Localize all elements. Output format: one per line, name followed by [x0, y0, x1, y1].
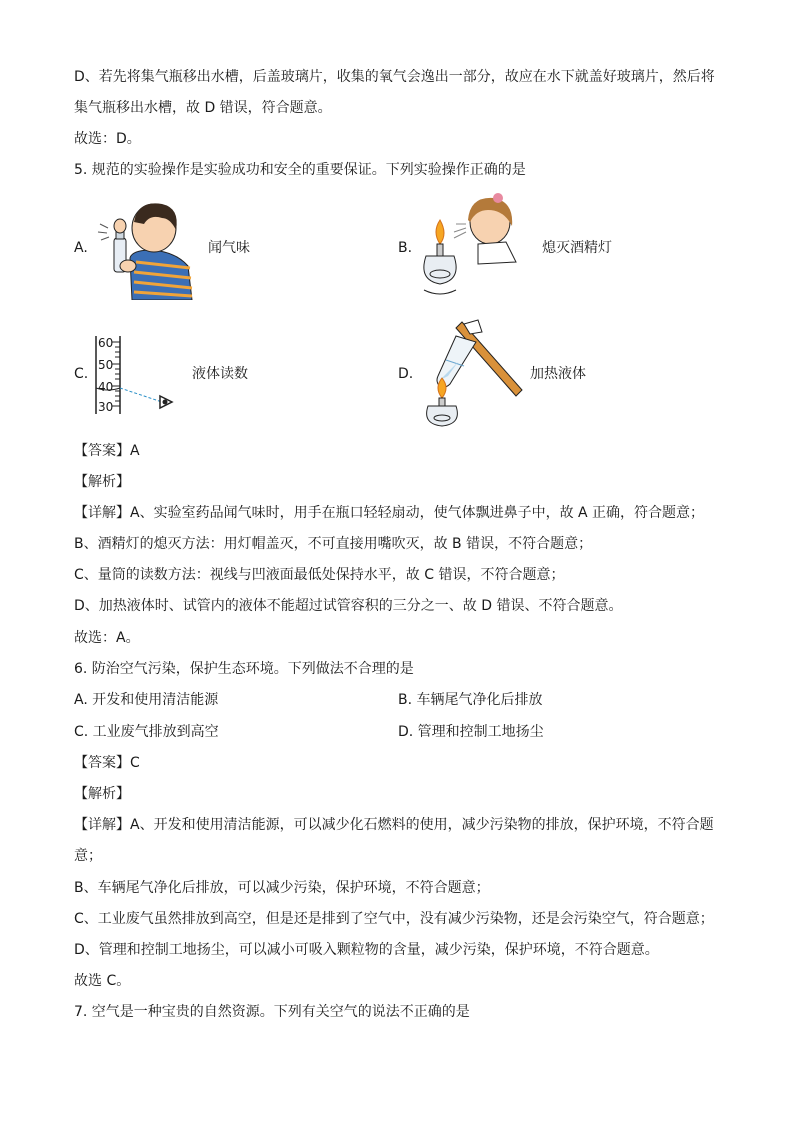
q5-option-b-letter: B.	[398, 240, 413, 256]
q5-answer: 【答案】A	[74, 443, 140, 459]
q5-option-a-letter: A.	[74, 240, 88, 256]
cylinder-tick-50: 50	[98, 358, 114, 372]
blow-lamp-figure	[418, 192, 526, 302]
q6-analysis-head: 【解析】	[74, 786, 130, 802]
prev-choose: 故选：D。	[74, 131, 141, 147]
q6-stem: 6. 防治空气污染，保护生态环境。下列做法不合理的是	[74, 661, 414, 677]
q6-option-d: D. 管理和控制工地扬尘	[398, 724, 544, 740]
q6-detail-a: 【详解】A、开发和使用清洁能源，可以减少化石燃料的使用，减少污染物的排放，保护环境，不符合题	[74, 817, 714, 833]
q5-option-d-label: 加热液体	[530, 366, 586, 382]
q5-choose: 故选：A。	[74, 630, 140, 646]
q5-analysis-head: 【解析】	[74, 474, 130, 490]
cylinder-tick-60: 60	[98, 336, 114, 350]
q5-detail-b: B、酒精灯的熄灭方法：用灯帽盖灭，不可直接用嘴吹灭，故 B 错误，不符合题意；	[74, 536, 593, 552]
q6-answer: 【答案】C	[74, 755, 140, 771]
q5-option-a-label: 闻气味	[208, 240, 250, 256]
q6-detail-d: D、管理和控制工地扬尘，可以减小可吸入颗粒物的含量，减少污染，保护环境，不符合题意。	[74, 942, 659, 958]
q5-detail-c: C、量筒的读数方法：视线与凹液面最低处保持水平，故 C 错误，不符合题意；	[74, 567, 565, 583]
q5-option-c-label: 液体读数	[192, 366, 248, 382]
q6-option-b: B. 车辆尾气净化后排放	[398, 692, 543, 708]
q6-choose: 故选 C。	[74, 973, 131, 989]
q5-option-c-letter: C.	[74, 366, 89, 382]
q5-option-b-label-text: 熄灭酒精灯	[542, 240, 612, 256]
smell-gas-figure	[92, 196, 196, 300]
prev-option-d-line1: D、若先将集气瓶移出水槽，后盖玻璃片，收集的氧气会逸出一部分，故应在水下就盖好玻璃片，然后将	[74, 69, 715, 85]
q6-detail-c: C、工业废气虽然排放到高空，但是还是排到了空气中，没有减少污染物，还是会污染空气，符合题意；	[74, 911, 714, 927]
heat-liquid-figure	[416, 318, 528, 430]
cylinder-tick-30: 30	[98, 400, 114, 414]
q6-option-a: A. 开发和使用清洁能源	[74, 692, 219, 708]
q5-option-d-letter: D.	[398, 366, 414, 382]
q7-stem: 7. 空气是一种宝贵的自然资源。下列有关空气的说法不正确的是	[74, 1004, 470, 1020]
q5-detail-a: 【详解】A、实验室药品闻气味时，用手在瓶口轻轻扇动，使气体飘进鼻子中，故 A 正确，符合题意；	[74, 505, 705, 521]
q6-detail-b: B、车辆尾气净化后排放，可以减少污染，保护环境，不符合题意；	[74, 880, 490, 896]
q6-detail-a-cont: 意；	[74, 848, 102, 864]
q5-detail-d: D、加热液体时、试管内的液体不能超过试管容积的三分之一、故 D 错误、不符合题意。	[74, 598, 623, 614]
q5-stem: 5. 规范的实验操作是实验成功和安全的重要保证。下列实验操作正确的是	[74, 162, 526, 178]
cylinder-tick-40: 40	[98, 380, 114, 394]
q6-option-c: C. 工业废气排放到高空	[74, 724, 219, 740]
prev-option-d-line2: 集气瓶移出水槽，故 D 错误，符合题意。	[74, 100, 332, 116]
